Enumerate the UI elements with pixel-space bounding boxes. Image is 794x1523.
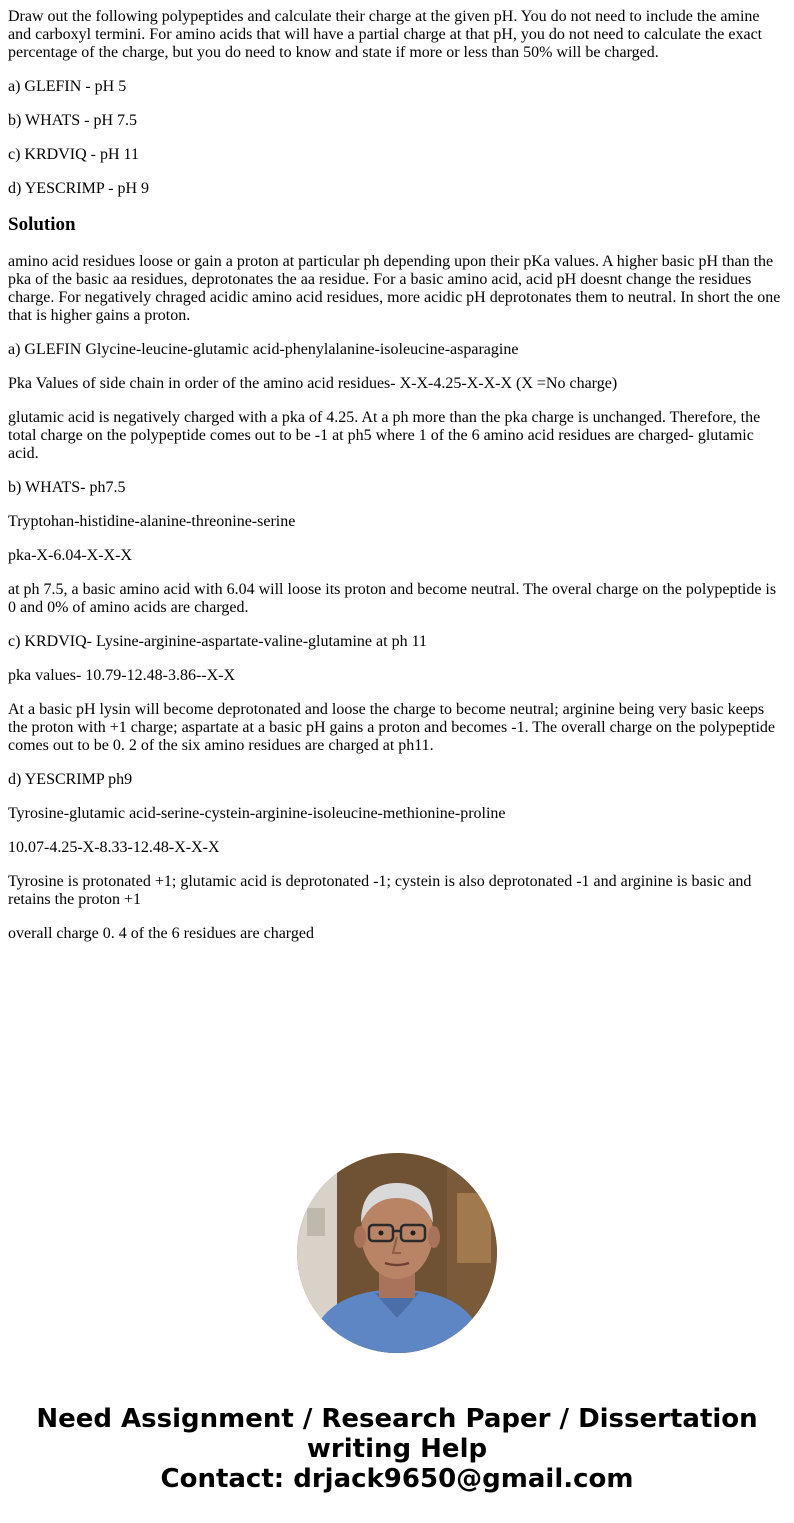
promo-line: Need Assignment / Research Paper / Dissertation [36, 1404, 758, 1434]
question-item-b: b) WHATS - pH 7.5 [8, 112, 138, 129]
promo-banner [0, 1404, 794, 1494]
solution-paragraph: Tyrosine is protonated +1; glutamic acid is deprotonated -1; cystein is also deprotonated -1 and arginine is basic and retains the proton +1 [8, 873, 752, 908]
question-item-a: a) GLEFIN - pH 5 [8, 78, 127, 95]
solution-paragraph: d) YESCRIMP ph9 [8, 771, 133, 788]
avatar-portrait-icon [297, 1153, 497, 1353]
question-item-c: c) KRDVIQ - pH 11 [8, 146, 139, 163]
question-item-d: d) YESCRIMP - pH 9 [8, 180, 150, 197]
solution-paragraph: pka-X-6.04-X-X-X [8, 547, 132, 564]
promo-line: writing Help [306, 1434, 488, 1464]
solution-paragraph: amino acid residues loose or gain a proton at particular ph depending upon their pKa values. A higher basic pH than the pka of the basic aa residues, deprotonates the aa residue. For a basic amino acid, acid pH doesnt change the residues charge. For negatively chraged acidic amino acid residues, more acidic pH deprotonates them to neutral. In short the one that is higher gains a proton. [8, 253, 781, 324]
avatar [297, 1153, 497, 1353]
solution-paragraph: Pka Values of side chain in order of the amino acid residues- X-X-4.25-X-X-X (X =No charge) [8, 375, 618, 392]
solution-heading: Solution [8, 214, 76, 235]
document-body [8, 8, 784, 959]
solution-paragraph: a) GLEFIN Glycine-leucine-glutamic acid-phenylalanine-isoleucine-asparagine [8, 341, 519, 358]
solution-paragraph: 10.07-4.25-X-8.33-12.48-X-X-X [8, 839, 220, 856]
solution-paragraph: Tryptohan-histidine-alanine-threonine-serine [8, 513, 296, 530]
solution-paragraph: At a basic pH lysin will become deprotonated and loose the charge to become neutral; arginine being very basic keeps the proton with +1 charge; aspartate at a basic pH gains a proton and becomes -1. The overall charge on the polypeptide comes out to be 0. 2 of the six amino residues are charged at ph11. [8, 701, 775, 754]
promo-contact: Contact: drjack9650@gmail.com [160, 1464, 634, 1494]
solution-paragraph: pka values- 10.79-12.48-3.86--X-X [8, 667, 236, 684]
solution-paragraph: c) KRDVIQ- Lysine-arginine-aspartate-valine-glutamine at ph 11 [8, 633, 427, 650]
solution-paragraph: b) WHATS- ph7.5 [8, 479, 126, 496]
solution-paragraph: overall charge 0. 4 of the 6 residues are charged [8, 925, 314, 942]
solution-paragraph: glutamic acid is negatively charged with a pka of 4.25. At a ph more than the pka charge is unchanged. Therefore, the total charge on the polypeptide comes out to be -1 at ph5 where 1 of the 6 amino acid residues are charged- glutamic acid. [8, 409, 761, 462]
solution-paragraph: at ph 7.5, a basic amino acid with 6.04 will loose its proton and become neutral. The overal charge on the polypeptide is 0 and 0% of amino acids are charged. [8, 581, 777, 616]
solution-paragraph: Tyrosine-glutamic acid-serine-cystein-arginine-isoleucine-methionine-proline [8, 805, 506, 822]
question-intro: Draw out the following polypeptides and calculate their charge at the given pH. You do not need to include the amine and carboxyl termini. For amino acids that will have a partial charge at that pH, you do not need to calculate the exact percentage of the charge, but you do need to know and state if more or less than 50% will be charged. [8, 8, 763, 61]
